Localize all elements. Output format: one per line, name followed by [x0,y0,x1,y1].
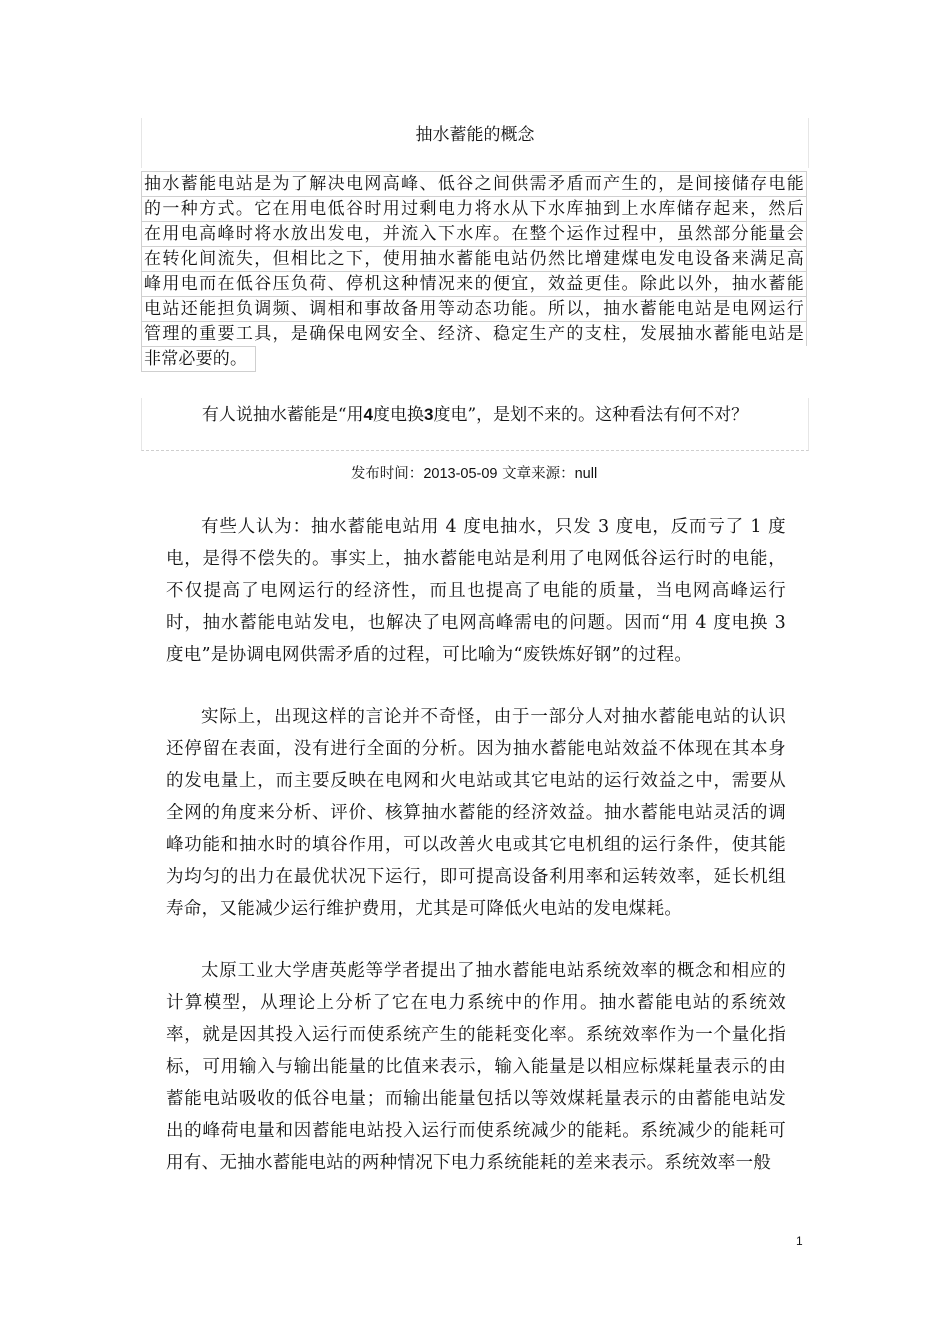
article-body [166,511,786,1209]
question-number: 4 [363,405,373,424]
concept-title-text: 抽水蓄能的概念 [415,125,535,145]
article-paragraph: 有些人认为：抽水蓄能电站用 4 度电抽水，只发 3 度电，反而亏了 1 度电，是得不偿失的。事实上，抽水蓄能电站是利用了电网低谷运行时的电能，不仅提高了电网运行的经济性，而且也提高了电能的质量，当电网高峰运行时，抽水蓄能电站发电，也解决了电网高峰需电的问题。因而“用 4 度电换 3 度电”是协调电网供需矛盾的过程，可比喻为“废铁炼好钢”的过程。 [166,517,786,665]
concept-title [141,118,809,168]
question-heading [141,398,809,451]
concept-line: 管理的重要工具，是确保电网安全、经济、稳定生产的支柱，发展抽水蓄能电站是 [141,321,807,346]
publish-date: 2013-05-09 [423,466,498,482]
concept-line: 抽水蓄能电站是为了解决电网高峰、低谷之间供需矛盾而产生的，是间接储存电能 [141,171,807,196]
source-value: null [574,466,598,482]
concept-line: 的一种方式。它在用电低谷时用过剩电力将水从下水库抽到上水库储存起来，然后 [141,196,807,221]
source-label: 文章来源： [497,466,575,482]
concept-line: 在转化间流失，但相比之下，使用抽水蓄能电站仍然比增建煤电发电设备来满足高 [141,246,807,271]
page-number: 1 [796,1234,803,1248]
article-paragraph: 实际上，出现这样的言论并不奇怪，由于一部分人对抽水蓄能电站的认识还停留在表面，没有进行全面的分析。因为抽水蓄能电站效益不体现在其本身的发电量上，而主要反映在电网和火电站或其它电站的运行效益之中，需要从全网的角度来分析、评价、核算抽水蓄能的经济效益。抽水蓄能电站灵活的调峰功能和抽水时的填谷作用，可以改善火电或其它电机组的运行条件，使其能为均匀的出力在最优状况下运行，即可提高设备利用率和运转效率，延长机组寿命，又能减少运行维护费用，尤其是可降低火电站的发电煤耗。 [166,707,786,919]
question-number: 3 [424,405,434,424]
concept-text-block [141,171,807,376]
question-text-part: 度电换 [373,405,424,425]
concept-line: 峰用电而在低谷压负荷、停机这种情况来的便宜，效益更佳。除此以外，抽水蓄能 [141,271,807,296]
concept-line: 非常必要的。 [141,346,256,372]
question-text-part: 有人说抽水蓄能是“用 [201,405,364,425]
concept-line: 电站还能担负调频、调相和事故备用等动态功能。所以，抽水蓄能电站是电网运行 [141,296,807,321]
question-text-part: 度电”，是划不来的。这种看法有何不对？ [433,405,749,425]
article-meta [141,462,807,486]
publish-label: 发布时间： [350,466,424,482]
concept-line: 在用电高峰时将水放出发电，并流入下水库。在整个运作过程中，虽然部分能量会 [141,221,807,246]
article-paragraph: 太原工业大学唐英彪等学者提出了抽水蓄能电站系统效率的概念和相应的计算模型，从理论上分析了它在电力系统中的作用。抽水蓄能电站的系统效率，就是因其投入运行而使系统产生的能耗变化率。系统效率作为一个量化指标，可用输入与输出能量的比值来表示，输入能量是以相应标煤耗量表示的由蓄能电站吸收的低谷电量；而输出能量包括以等效煤耗量表示的由蓄能电站发出的峰荷电量和因蓄能电站投入运行而使系统减少的能耗。系统减少的能耗可用有、无抽水蓄能电站的两种情况下电力系统能耗的差来表示。系统效率一般 [166,961,786,1173]
